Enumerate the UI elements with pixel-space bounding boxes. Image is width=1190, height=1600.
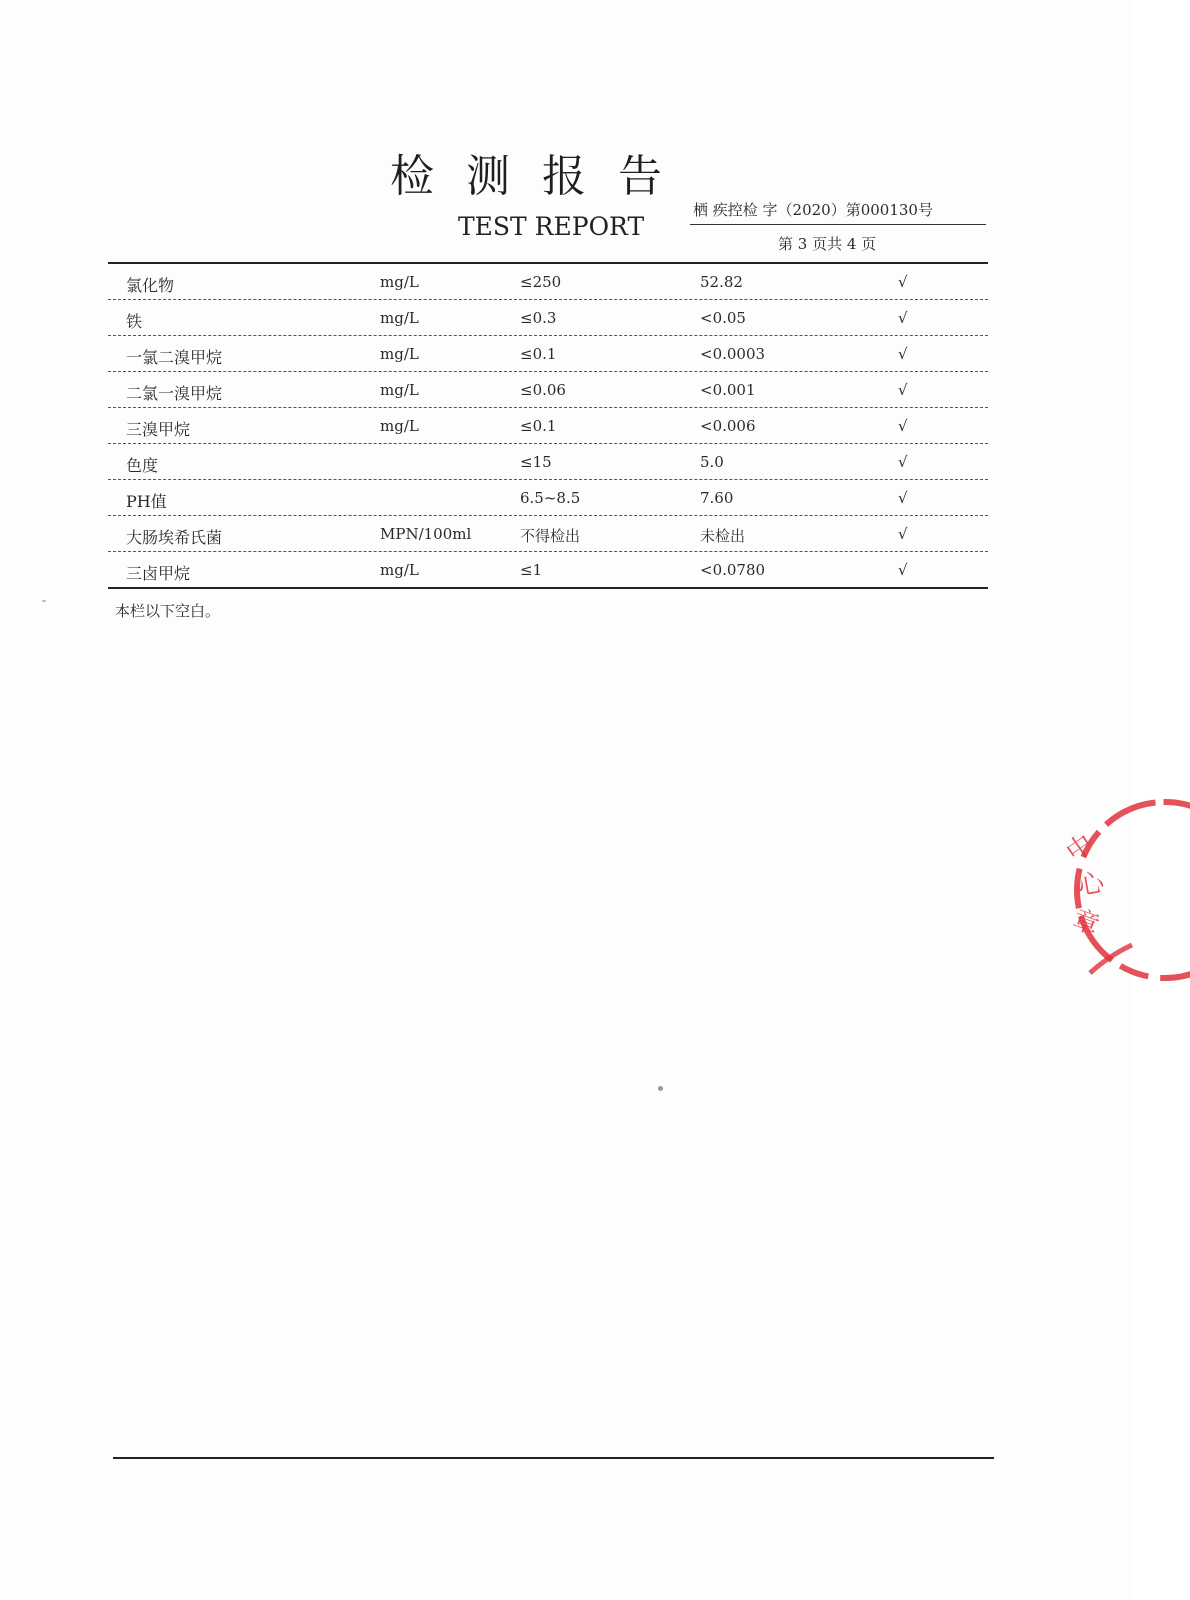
item-judgement: √ <box>898 273 908 291</box>
item-limit: ≤0.1 <box>520 345 557 363</box>
item-limit: ≤250 <box>520 273 562 291</box>
report-title-cn: 检测报告 <box>390 151 694 202</box>
table-row <box>108 480 988 516</box>
footer-rule <box>113 1457 994 1459</box>
item-unit: mg/L <box>380 417 419 435</box>
item-limit: ≤0.1 <box>520 417 557 435</box>
item-judgement: √ <box>898 453 908 471</box>
blank-below-note: 本栏以下空白。 <box>115 602 221 620</box>
item-result: 5.0 <box>700 453 724 471</box>
item-limit: ≤1 <box>520 561 543 579</box>
page-number: 第 3 页共 4 页 <box>778 235 877 253</box>
table-row <box>108 516 988 552</box>
item-name: 三溴甲烷 <box>126 420 191 439</box>
item-name: 氯化物 <box>126 276 175 295</box>
item-unit: mg/L <box>380 381 419 399</box>
item-unit: mg/L <box>380 561 419 579</box>
item-name: 色度 <box>126 456 159 475</box>
item-result: <0.006 <box>700 417 756 435</box>
item-name: 铁 <box>126 312 143 331</box>
item-judgement: √ <box>898 417 908 435</box>
item-judgement: √ <box>898 561 908 579</box>
item-limit: ≤0.06 <box>520 381 566 399</box>
table-row <box>108 444 988 480</box>
item-result: 52.82 <box>700 273 743 291</box>
item-result: 未检出 <box>700 527 746 545</box>
svg-text:心: 心 <box>1075 867 1107 902</box>
item-unit: mg/L <box>380 273 419 291</box>
official-seal-stamp <box>1060 795 1190 985</box>
table-row <box>108 300 988 336</box>
item-name: 三卤甲烷 <box>126 564 191 583</box>
report-number: 栖 疾控检 字（2020）第000130号 <box>693 201 933 219</box>
item-limit: 不得检出 <box>520 527 581 545</box>
scan-speck <box>42 600 46 602</box>
table-row <box>108 372 988 408</box>
report-number-underline <box>690 224 986 225</box>
item-judgement: √ <box>898 381 908 399</box>
item-name: 一氯二溴甲烷 <box>126 348 223 367</box>
scan-speck <box>658 1086 663 1091</box>
table-row <box>108 408 988 444</box>
report-title-en: TEST REPORT <box>458 212 645 241</box>
item-name: 大肠埃希氏菌 <box>126 528 223 547</box>
item-limit: ≤0.3 <box>520 309 557 327</box>
item-name: 二氯一溴甲烷 <box>126 384 223 403</box>
results-table <box>108 262 988 589</box>
item-result: <0.0780 <box>700 561 766 579</box>
item-unit: mg/L <box>380 345 419 363</box>
item-unit: MPN/100ml <box>380 525 472 543</box>
item-name: PH值 <box>126 492 167 511</box>
item-judgement: √ <box>898 309 908 327</box>
item-result: 7.60 <box>700 489 734 507</box>
item-judgement: √ <box>898 525 908 543</box>
item-limit: ≤15 <box>520 453 552 471</box>
item-judgement: √ <box>898 489 908 507</box>
item-unit: mg/L <box>380 309 419 327</box>
svg-text:章: 章 <box>1068 904 1104 942</box>
item-result: <0.001 <box>700 381 756 399</box>
table-row <box>108 336 988 372</box>
item-limit: 6.5~8.5 <box>520 489 581 507</box>
item-result: <0.0003 <box>700 345 766 363</box>
table-row <box>108 264 988 300</box>
item-result: <0.05 <box>700 309 746 327</box>
table-row <box>108 552 988 587</box>
svg-text:中: 中 <box>1060 828 1100 869</box>
item-judgement: √ <box>898 345 908 363</box>
